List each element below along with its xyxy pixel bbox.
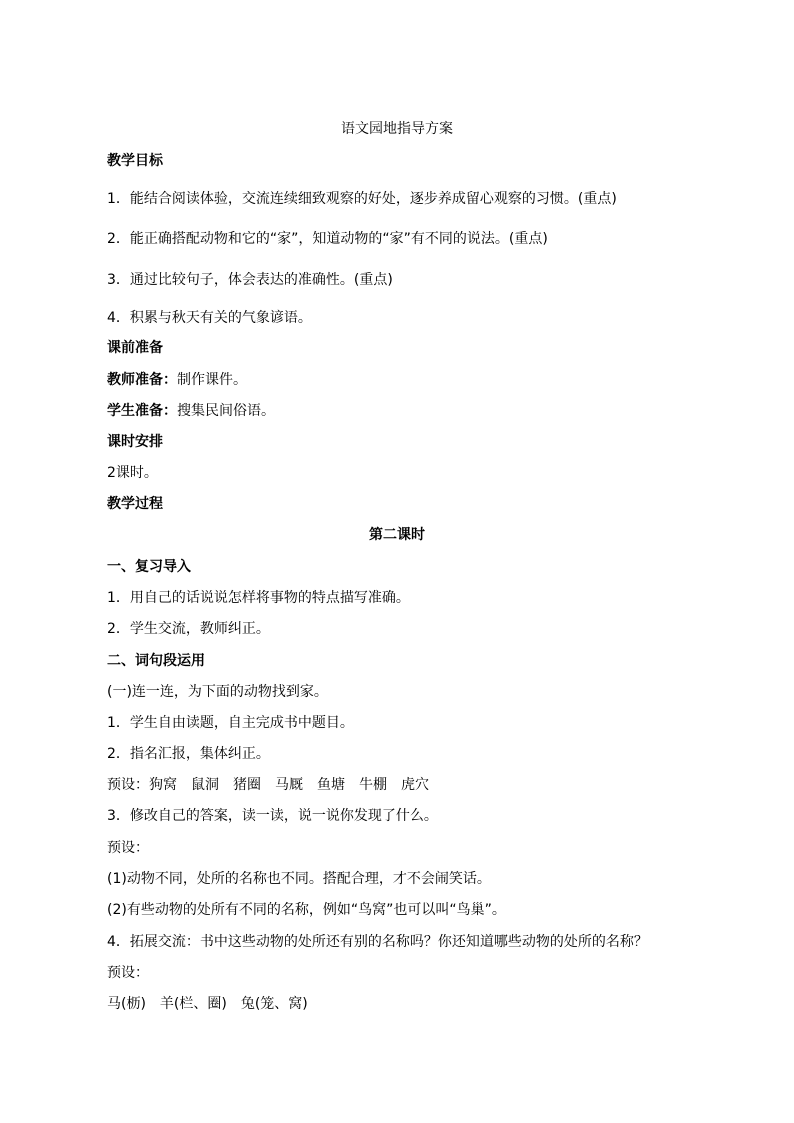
section1-item-1: 1．用自己的话说说怎样将事物的特点描写准确。 (107, 590, 410, 606)
finding-2: (2)有些动物的处所有不同的名称，例如“鸟窝”也可以叫“鸟巢”。 (107, 902, 506, 918)
student-prep-text: 搜集民间俗语。 (177, 403, 275, 419)
subsection-1-item-2: 2．指名汇报，集体纠正。 (107, 746, 270, 762)
objective-item-2: 2．能正确搭配动物和它的“家”，知道动物的“家”有不同的说法。(重点) (107, 231, 548, 247)
subsection-1: (一)连一连，为下面的动物找到家。 (107, 684, 328, 700)
objective-item-3: 3．通过比较句子，体会表达的准确性。(重点) (107, 272, 393, 288)
lesson-title: 第二课时 (369, 527, 425, 543)
teacher-prep-label: 教师准备： (107, 372, 177, 388)
preset-final: 马(枥) 羊(栏、圈) 兔(笼、窝) (107, 996, 308, 1012)
objectives-heading: 教学目标 (107, 153, 163, 169)
step-4: 4．拓展交流：书中这些动物的处所还有别的名称吗？你还知道哪些动物的处所的名称？ (107, 934, 648, 950)
student-prep-label: 学生准备： (107, 403, 177, 419)
step-3: 3．修改自己的答案，读一读，说一说你发现了什么。 (107, 808, 438, 824)
prep-heading: 课前准备 (107, 340, 163, 356)
preset-words: 预设：狗窝 鼠洞 猪圈 马厩 鱼塘 牛棚 虎穴 (107, 777, 429, 793)
finding-1: (1)动物不同，处所的名称也不同。搭配合理，才不会闹笑话。 (107, 871, 491, 887)
teacher-prep (107, 371, 247, 389)
student-prep (107, 402, 275, 420)
objective-item-1: 1．能结合阅读体验，交流连续细致观察的好处，逐步养成留心观察的习惯。(重点) (107, 191, 617, 207)
schedule-text: 2课时。 (107, 465, 158, 481)
teacher-prep-text: 制作课件。 (177, 372, 247, 388)
objective-item-4: 4．积累与秋天有关的气象谚语。 (107, 310, 312, 326)
preset-label-2: 预设： (107, 965, 149, 981)
schedule-heading: 课时安排 (107, 434, 163, 450)
process-heading: 教学过程 (107, 496, 163, 512)
section1-heading: 一、复习导入 (107, 559, 191, 575)
subsection-1-item-1: 1．学生自由读题，自主完成书中题目。 (107, 715, 354, 731)
document-title: 语文园地指导方案 (341, 121, 453, 137)
preset-label-1: 预设： (107, 840, 149, 856)
section1-item-2: 2．学生交流，教师纠正。 (107, 621, 270, 637)
section2-heading: 二、词句段运用 (107, 653, 205, 669)
